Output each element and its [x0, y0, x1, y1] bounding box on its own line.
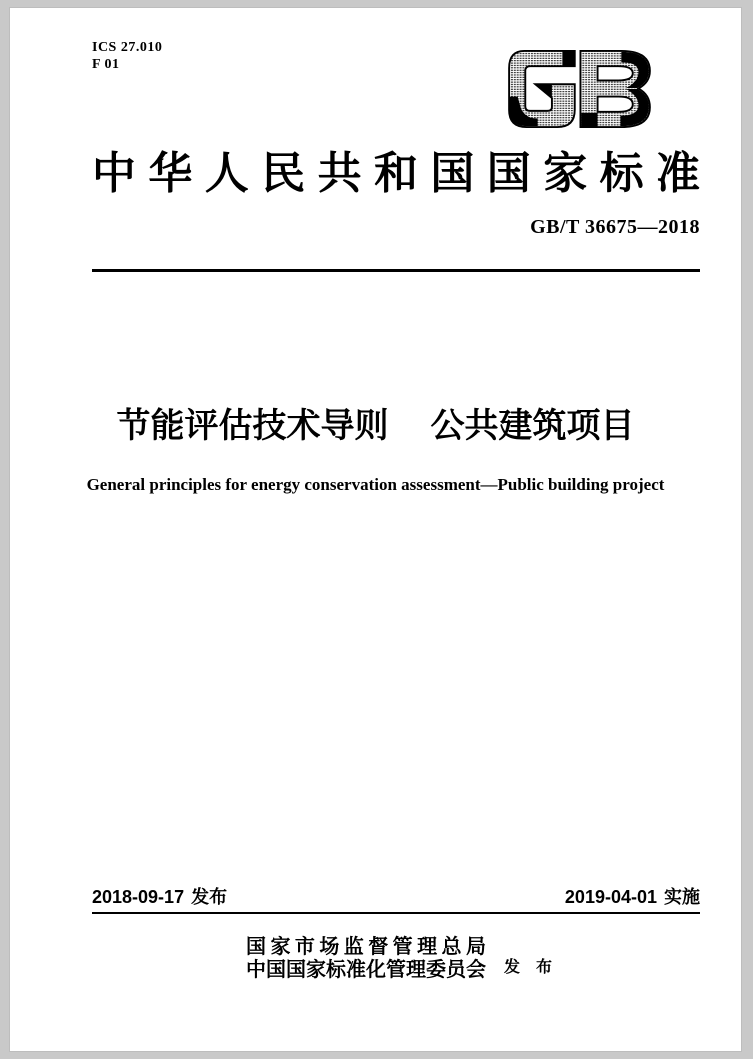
footer-divider-line [92, 912, 700, 914]
document-title-en: General principles for energy conservation assessment—Public building project [86, 475, 665, 494]
publisher-line-2: 中国国家标准化管理委员会 [246, 959, 486, 981]
implementation-label: 实施 [664, 887, 700, 907]
implementation-date-group [565, 886, 700, 908]
release-label: 发布 [191, 887, 228, 907]
document-title-cn-part2: 公共建筑项目 [430, 407, 635, 445]
publish-action-label: 发 布 [504, 959, 553, 976]
standard-code: GB/T 36675—2018 [530, 216, 700, 238]
national-standard-title: 中华人民共和国国家标准 [92, 149, 700, 198]
standard-cover-page [10, 8, 741, 1051]
ics-code: ICS 27.010 [92, 40, 163, 55]
publisher-line-1: 国家市场监督管理总局 [246, 936, 486, 958]
implementation-date: 2019-04-01 [564, 887, 657, 907]
classification-code: F 01 [92, 57, 120, 72]
publisher-names [246, 936, 486, 982]
header-divider-line [92, 269, 700, 272]
document-title-cn [10, 406, 741, 447]
release-date-group [92, 886, 227, 908]
dates-row [92, 886, 700, 908]
gb-logo-icon [507, 50, 652, 128]
document-title-cn-part1: 节能评估技术导则 [116, 407, 389, 445]
ics-classification-block [92, 39, 162, 73]
release-date: 2018-09-17 [92, 887, 185, 907]
